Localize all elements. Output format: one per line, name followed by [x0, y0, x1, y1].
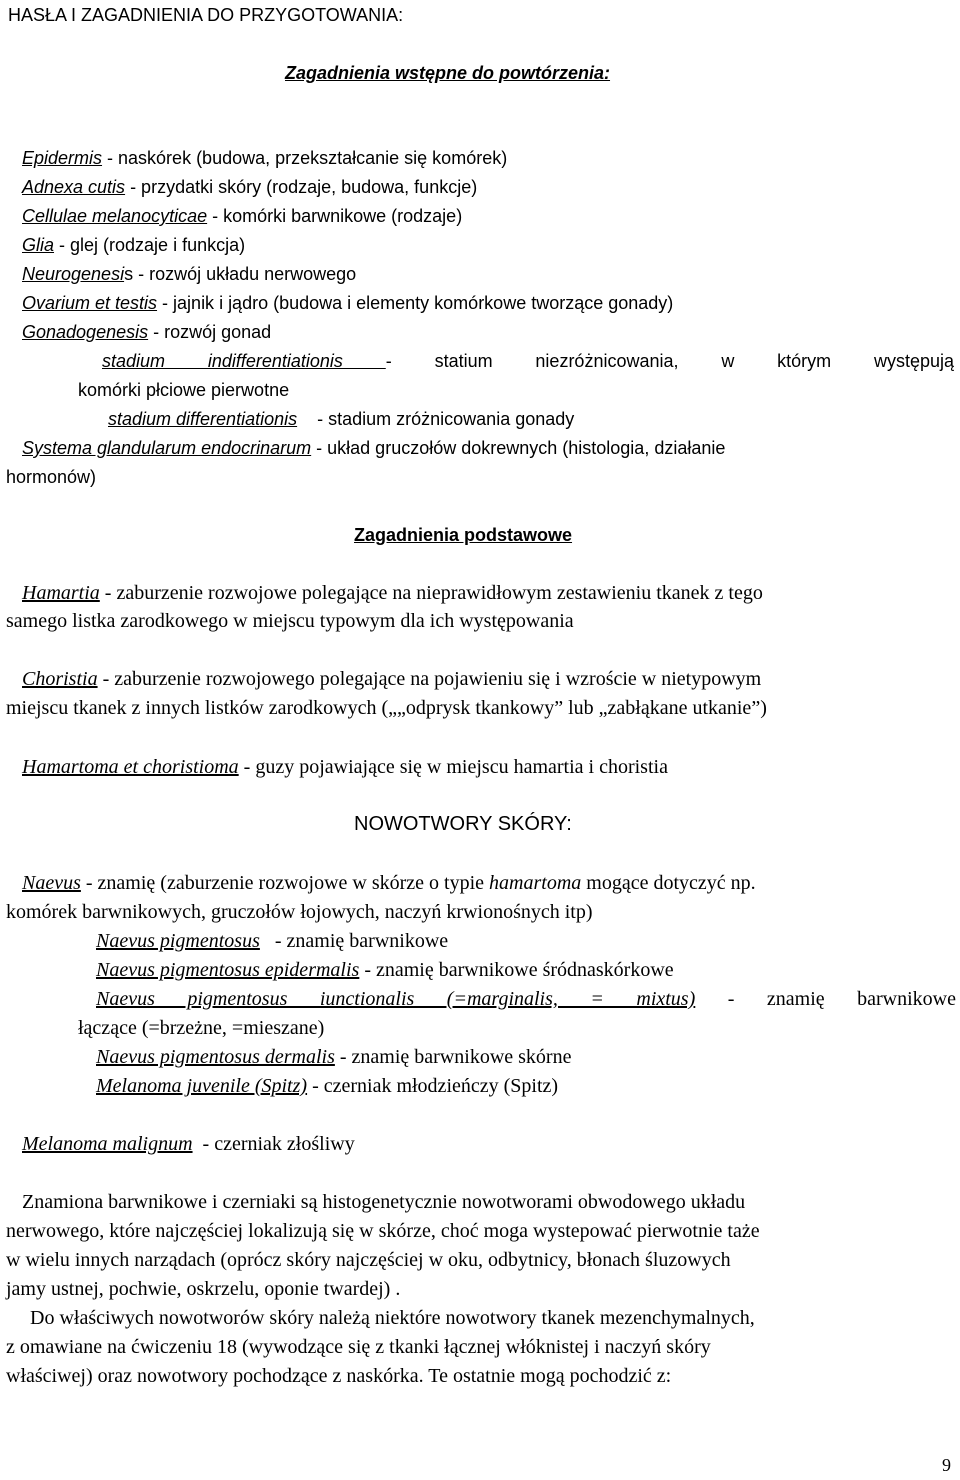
paragraph-line: nerwowego, które najczęściej lokalizują się w skórze, choć moga wystepować pierwotnie taże — [6, 1220, 760, 1242]
item-desc: - stadium zróżnicowania gonady — [317, 409, 575, 429]
item-term: Neurogenesi — [22, 264, 125, 284]
item-desc: - znamię barwnikowe skórne — [334, 1046, 572, 1068]
choristia-cont: miejscu tkanek z innych listków zarodkowych („„odprysk tkankowy” lub „zabłąkane utkanie”) — [6, 697, 767, 719]
list-item — [22, 203, 462, 229]
choristia-item — [22, 666, 761, 692]
item-term-rest: s — [124, 264, 134, 284]
item-desc: - znamię (zaburzenie rozwojowe w skórze o typie — [80, 872, 490, 894]
item-desc: - jajnik i jądro (budowa i elementy komórkowe tworzące gonady) — [157, 293, 674, 313]
item-desc: - glej (rodzaje i funkcja) — [54, 235, 246, 255]
item-term: Hamartoma et choristioma — [22, 756, 239, 778]
item-desc-italic: hamartoma — [489, 872, 582, 894]
item-desc-end: mogące dotyczyć np. — [581, 872, 756, 894]
section1-title: Zagadnienia wstępne do powtórzenia: — [285, 63, 611, 83]
item-term: Naevus — [22, 872, 81, 894]
item-term: Melanoma juvenile (Spitz) — [96, 1075, 308, 1097]
naevus-cont: komórek barwnikowych, gruczołów łojowych, naczyń krwionośnych itp) — [6, 901, 593, 923]
list-item — [22, 319, 271, 345]
item-term: Epidermis — [22, 148, 103, 168]
item-term: Cellulae melanocyticae — [22, 206, 208, 226]
page-number: 9 — [942, 1455, 951, 1475]
item-term: Gonadogenesis — [22, 322, 149, 342]
item-desc: - komórki barwnikowe (rodzaje) — [207, 206, 463, 226]
item-term: Naevus pigmentosus — [96, 930, 260, 952]
melanoma-item — [22, 1131, 355, 1157]
hamartia-item — [22, 580, 763, 606]
item-desc: - znamię barwnikowe — [259, 930, 449, 952]
list-item — [22, 174, 477, 200]
item-desc: - zaburzenie rozwojowe polegające na nieprawidłowym zestawieniu tkanek z tego — [99, 582, 763, 604]
naevus-subitem — [96, 1044, 571, 1070]
paragraph-line: w wielu innych narządach (oprócz skóry najczęściej w oku, odbytnicy, błonach śluzowych — [6, 1249, 731, 1271]
item-desc: - znamię barwnikowe śródnaskórkowe — [359, 959, 674, 981]
paragraph-line: z omawiane na ćwiczeniu 18 (wywodzące się z tkanki łącznej włóknistej i naczyń skóry — [6, 1336, 711, 1358]
item-term: Naevus pigmentosus epidermalis — [96, 959, 360, 981]
stadium-differentiationis — [108, 406, 574, 432]
stadium-indifferentiationis-cont: komórki płciowe pierwotne — [78, 380, 290, 400]
item-desc: - czerniak młodzieńczy (Spitz) — [307, 1075, 559, 1097]
section3-title: NOWOTWORY SKÓRY: — [354, 813, 572, 835]
naevus-subitem — [96, 986, 956, 1012]
paragraph-line: Do właściwych nowotworów skóry należą niektóre nowotwory tkanek mezenchymalnych, — [30, 1307, 755, 1329]
section2-title: Zagadnienia podstawowe — [354, 525, 573, 545]
paragraph-line: Znamiona barwnikowe i czerniaki są histogenetycznie nowotworami obwodowego układu — [22, 1191, 746, 1213]
item-term: stadium indifferentiationis — [102, 351, 386, 371]
naevus-item — [22, 870, 756, 896]
item-term: Hamartia — [22, 582, 100, 604]
item-term: Glia — [22, 235, 55, 255]
item-term: stadium differentiationis — [108, 409, 298, 429]
naevus-subitem — [96, 928, 448, 954]
item-desc: - znamię barwnikowe — [727, 988, 956, 1010]
item-term: Naevus pigmentosus dermalis — [96, 1046, 335, 1068]
list-item — [22, 290, 673, 316]
list-item — [22, 232, 245, 258]
systema-item-cont: hormonów) — [6, 467, 97, 487]
item-term: Choristia — [22, 668, 98, 690]
item-desc: - czerniak złośliwy — [192, 1133, 355, 1155]
page-header: HASŁA I ZAGADNIENIA DO PRZYGOTOWANIA: — [8, 5, 404, 25]
systema-item — [22, 435, 725, 461]
paragraph-line: jamy ustnej, pochwie, oskrzelu, oponie twardej) . — [6, 1278, 401, 1300]
hamartoma-item — [22, 754, 668, 780]
naevus-subitem — [96, 1073, 558, 1099]
naevus-subitem-cont: łączące (=brzeżne, =mieszane) — [78, 1017, 325, 1039]
paragraph-line: właściwej) oraz nowotwory pochodzące z naskórka. Te ostatnie mogą pochodzić z: — [6, 1365, 672, 1387]
item-term: Adnexa cutis — [22, 177, 126, 197]
list-item — [22, 145, 507, 171]
item-term: Systema glandularum endocrinarum — [22, 438, 312, 458]
hamartia-cont: samego listka zarodkowego w miejscu typowym dla ich występowania — [6, 610, 574, 632]
item-desc: - rozwój układu nerwowego — [133, 264, 357, 284]
stadium-indifferentiationis — [102, 348, 954, 374]
item-term: Naevus pigmentosus iunctionalis (=marginalis, = mixtus) — [96, 988, 696, 1010]
list-item — [22, 261, 356, 287]
naevus-subitem — [96, 957, 674, 983]
item-term: Ovarium et testis — [22, 293, 158, 313]
item-term: Melanoma malignum — [22, 1133, 193, 1155]
item-desc: - statium niezróżnicowania, w którym występują — [385, 351, 955, 371]
item-desc: - naskórek (budowa, przekształcanie się komórek) — [102, 148, 508, 168]
item-desc: - układ gruczołów dokrewnych (histologia, działanie — [311, 438, 726, 458]
item-desc: - guzy pojawiające się w miejscu hamartia i choristia — [238, 756, 668, 778]
item-desc: - przydatki skóry (rodzaje, budowa, funkcje) — [125, 177, 478, 197]
item-desc: - rozwój gonad — [148, 322, 272, 342]
item-desc: - zaburzenie rozwojowego polegające na pojawieniu się i wzroście w nietypowym — [97, 668, 762, 690]
